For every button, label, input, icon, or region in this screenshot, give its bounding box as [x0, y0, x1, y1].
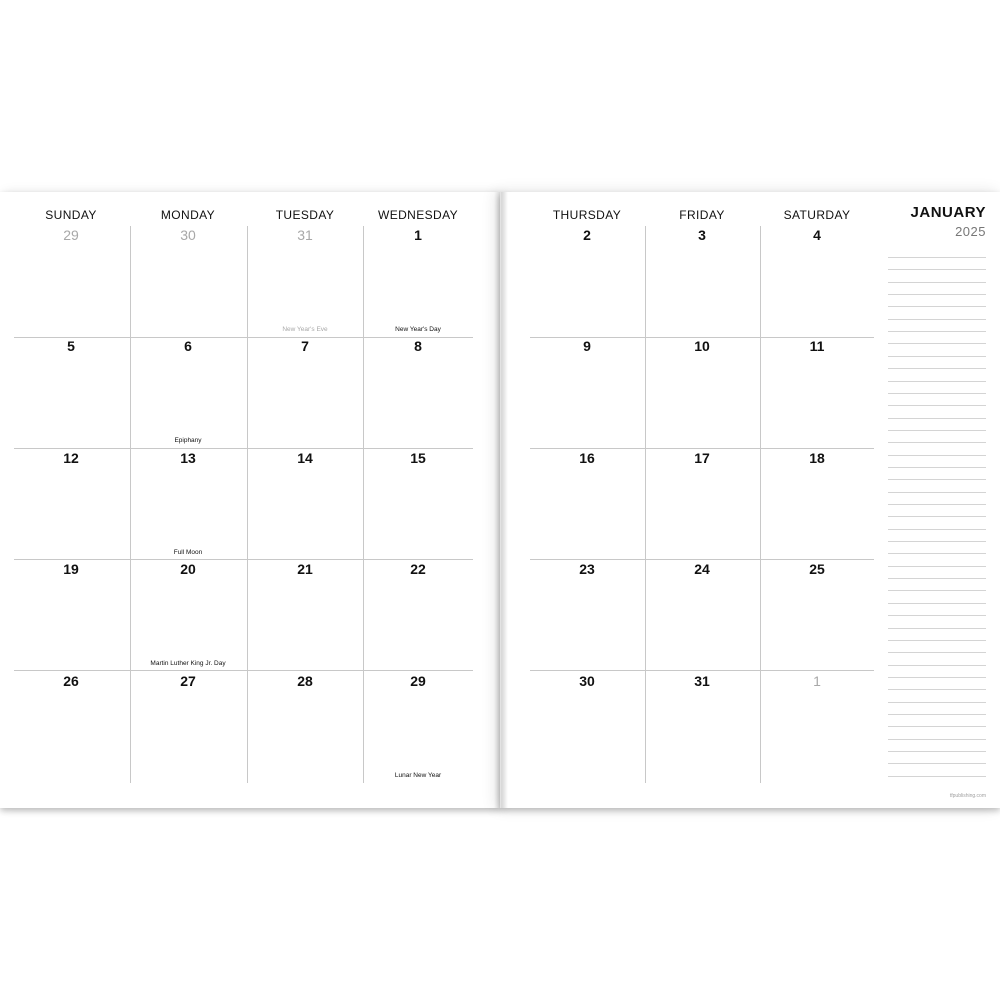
note-line[interactable] [888, 615, 986, 616]
note-line[interactable] [888, 418, 986, 419]
date-cell-number[interactable]: 18 [809, 450, 825, 466]
note-line[interactable] [888, 442, 986, 443]
note-line[interactable] [888, 763, 986, 764]
month-title: JANUARY [910, 204, 986, 221]
date-cell-number[interactable]: 29 [410, 673, 426, 689]
note-line[interactable] [888, 553, 986, 554]
note-line[interactable] [888, 405, 986, 406]
date-cell-number[interactable]: 3 [698, 227, 706, 243]
column-divider [130, 226, 131, 783]
right-page [500, 192, 1000, 808]
note-line[interactable] [888, 257, 986, 258]
date-cell-number[interactable]: 15 [410, 450, 426, 466]
column-divider [760, 226, 761, 783]
left-page [0, 192, 500, 808]
date-cell-number[interactable]: 21 [297, 561, 313, 577]
date-cell-number[interactable]: 31 [297, 227, 313, 243]
date-cell-number[interactable]: 30 [579, 673, 595, 689]
note-line[interactable] [888, 331, 986, 332]
note-line[interactable] [888, 541, 986, 542]
note-line[interactable] [888, 776, 986, 777]
date-cell-number[interactable]: 30 [180, 227, 196, 243]
holiday-label: Lunar New Year [394, 771, 442, 779]
note-line[interactable] [888, 504, 986, 505]
column-divider [645, 226, 646, 783]
note-line[interactable] [888, 665, 986, 666]
holiday-label: New Year's Day [395, 325, 441, 333]
year-title: 2025 [955, 224, 986, 239]
weekday-header-tuesday: TUESDAY [275, 208, 335, 222]
note-line[interactable] [888, 590, 986, 591]
note-line[interactable] [888, 269, 986, 270]
date-cell-number[interactable]: 8 [414, 338, 422, 354]
week-divider-left [14, 559, 473, 560]
date-cell-number[interactable]: 23 [579, 561, 595, 577]
note-line[interactable] [888, 751, 986, 752]
date-cell-number[interactable]: 5 [67, 338, 75, 354]
note-line[interactable] [888, 282, 986, 283]
week-divider-left [14, 448, 473, 449]
note-line[interactable] [888, 516, 986, 517]
note-line[interactable] [888, 343, 986, 344]
note-line[interactable] [888, 702, 986, 703]
week-divider-right [530, 559, 874, 560]
weekday-header-monday: MONDAY [160, 208, 216, 222]
note-line[interactable] [888, 726, 986, 727]
note-line[interactable] [888, 628, 986, 629]
note-line[interactable] [888, 479, 986, 480]
weekday-header-wednesday: WEDNESDAY [377, 208, 459, 222]
note-line[interactable] [888, 356, 986, 357]
date-cell-number[interactable]: 25 [809, 561, 825, 577]
date-cell-number[interactable]: 13 [180, 450, 196, 466]
date-cell-number[interactable]: 26 [63, 673, 79, 689]
date-cell-number[interactable]: 31 [694, 673, 710, 689]
note-line[interactable] [888, 677, 986, 678]
date-cell-number[interactable]: 24 [694, 561, 710, 577]
date-cell-number[interactable]: 27 [180, 673, 196, 689]
date-cell-number[interactable]: 9 [583, 338, 591, 354]
date-cell-number[interactable]: 19 [63, 561, 79, 577]
note-line[interactable] [888, 739, 986, 740]
note-line[interactable] [888, 381, 986, 382]
date-cell-number[interactable]: 2 [583, 227, 591, 243]
date-cell-number[interactable]: 4 [813, 227, 821, 243]
note-line[interactable] [888, 467, 986, 468]
column-divider [363, 226, 364, 783]
note-line[interactable] [888, 578, 986, 579]
note-line[interactable] [888, 430, 986, 431]
column-divider [247, 226, 248, 783]
date-cell-number[interactable]: 7 [301, 338, 309, 354]
note-line[interactable] [888, 306, 986, 307]
publisher-footer: tfpublishing.com [949, 793, 986, 799]
week-divider-right [530, 670, 874, 671]
note-line[interactable] [888, 368, 986, 369]
holiday-label: Epiphany [174, 436, 202, 444]
date-cell-number[interactable]: 10 [694, 338, 710, 354]
holiday-label: New Year's Eve [282, 325, 328, 333]
note-line[interactable] [888, 455, 986, 456]
note-line[interactable] [888, 640, 986, 641]
note-line[interactable] [888, 652, 986, 653]
date-cell-number[interactable]: 22 [410, 561, 426, 577]
date-cell-number[interactable]: 20 [180, 561, 196, 577]
holiday-label: Martin Luther King Jr. Day [150, 659, 226, 667]
date-cell-number[interactable]: 1 [813, 673, 821, 689]
date-cell-number[interactable]: 14 [297, 450, 313, 466]
note-line[interactable] [888, 393, 986, 394]
weekday-header-saturday: SATURDAY [783, 208, 851, 222]
date-cell-number[interactable]: 28 [297, 673, 313, 689]
note-line[interactable] [888, 689, 986, 690]
note-line[interactable] [888, 714, 986, 715]
week-divider-right [530, 448, 874, 449]
holiday-label: Full Moon [173, 548, 203, 556]
note-line[interactable] [888, 492, 986, 493]
week-divider-left [14, 670, 473, 671]
date-cell-number[interactable]: 1 [414, 227, 422, 243]
date-cell-number[interactable]: 16 [579, 450, 595, 466]
date-cell-number[interactable]: 11 [809, 338, 825, 354]
note-line[interactable] [888, 319, 986, 320]
date-cell-number[interactable]: 6 [184, 338, 192, 354]
weekday-header-sunday: SUNDAY [45, 208, 97, 222]
note-line[interactable] [888, 294, 986, 295]
note-line[interactable] [888, 529, 986, 530]
date-cell-number[interactable]: 12 [63, 450, 79, 466]
weekday-header-thursday: THURSDAY [552, 208, 622, 222]
note-line[interactable] [888, 603, 986, 604]
date-cell-number[interactable]: 29 [63, 227, 79, 243]
date-cell-number[interactable]: 17 [694, 450, 710, 466]
note-line[interactable] [888, 566, 986, 567]
weekday-header-friday: FRIDAY [679, 208, 725, 222]
